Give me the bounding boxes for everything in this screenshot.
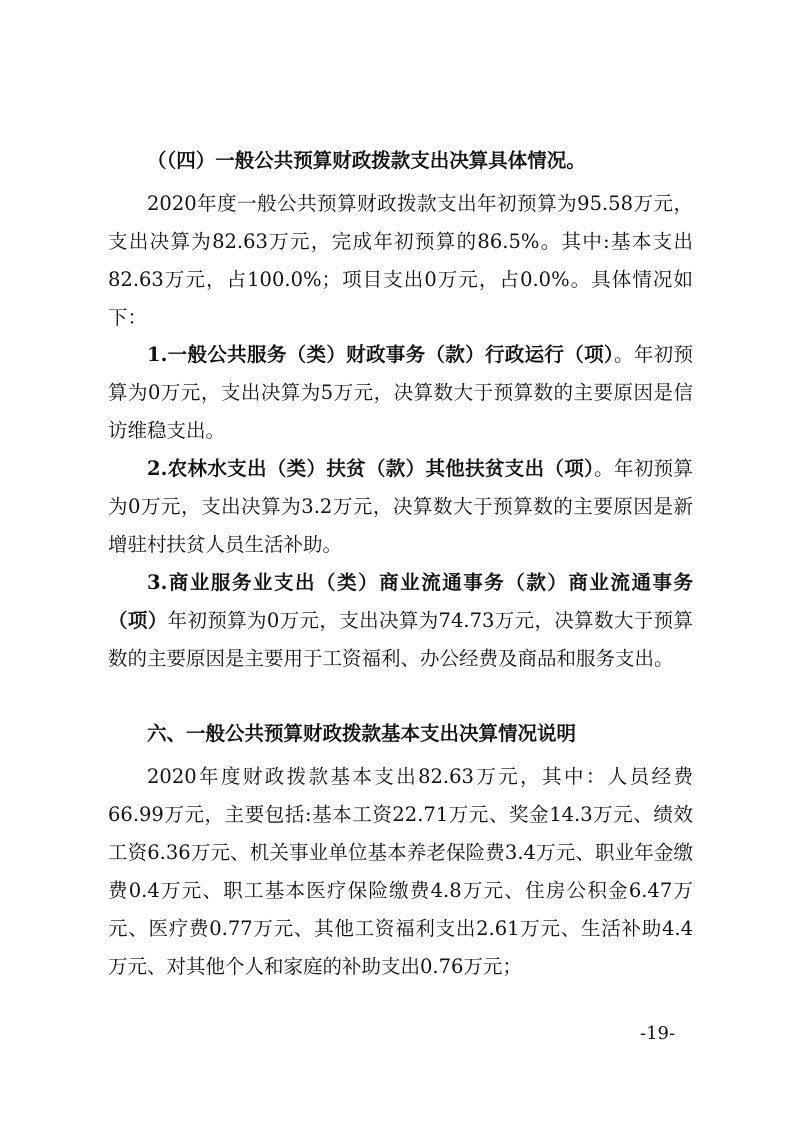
section-4-heading: （（四）一般公共预算财政拨款支出决算具体情况。 bbox=[147, 149, 586, 172]
item-3-title: 3.商业服务业支出（类）商业流通事务（款）商业流通事务（项） bbox=[108, 571, 693, 632]
item-2-paragraph bbox=[108, 450, 693, 564]
item-1-paragraph bbox=[108, 336, 693, 450]
item-2-body: 。年初预算为0万元，支出决算为3.2万元，决算数大于预算数的主要原因是新增驻村扶贫人员生活补助。 bbox=[108, 457, 693, 556]
item-1-title: 1.一般公共服务（类）财政事务（款）行政运行（项） bbox=[147, 343, 614, 366]
item-3-paragraph bbox=[108, 564, 693, 678]
section-6-heading: 六、一般公共预算财政拨款基本支出决算情况说明 bbox=[147, 722, 577, 745]
section-4-paragraph: 2020年度一般公共预算财政拨款支出年初预算为95.58万元，支出决算为82.63万元，完成年初预算的86.5%。其中:基本支出82.63万元，占100.0%；项目支出0万元，占0.0%。具体情况如下： bbox=[108, 192, 693, 329]
item-2-title: 2.农林水支出（类）扶贫（款）其他扶贫支出（项） bbox=[147, 457, 595, 480]
item-3-body: 年初预算为0万元，支出决算为74.73万元，决算数大于预算数的主要原因是主要用于工资福利、办公经费及商品和服务支出。 bbox=[108, 609, 693, 670]
section-6-paragraph: 2020年度财政拨款基本支出82.63万元，其中：人员经费66.99万元，主要包括:基本工资22.71万元、奖金14.3万元、绩效工资6.36万元、机关事业单位基本养老保险费3.4万元、职业年金缴费0.4万元、职工基本医疗保险缴费4.8万元、住房公积金6.47万元、医疗费0.77万元、其他工资福利支出2.61万元、生活补助4.4万元、对其他个人和家庭的补助支出0.76万元； bbox=[108, 765, 693, 978]
item-1-body: 。年初预算为0万元，支出决算为5万元，决算数大于预算数的主要原因是信访维稳支出。 bbox=[108, 343, 693, 442]
page-number: -19- bbox=[640, 1023, 676, 1044]
